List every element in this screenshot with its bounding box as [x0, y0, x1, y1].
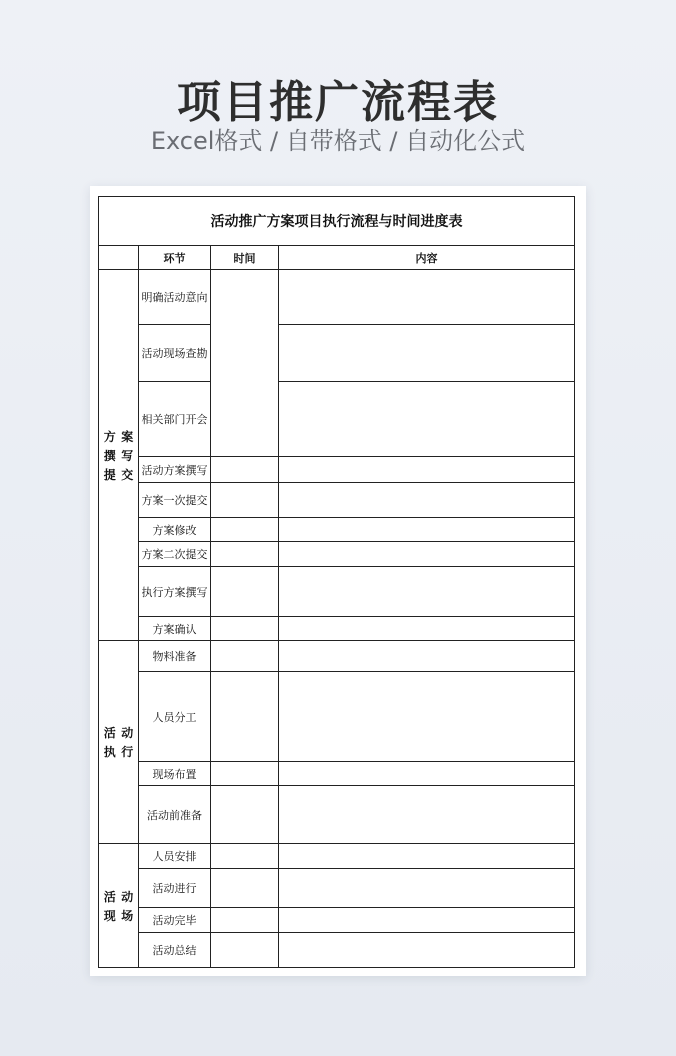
- step-cell: 执行方案撰写: [139, 567, 211, 617]
- content-cell: [279, 382, 575, 457]
- step-cell: 方案二次提交: [139, 542, 211, 567]
- content-cell: [279, 542, 575, 567]
- step-cell: 人员安排: [139, 844, 211, 869]
- time-cell: [211, 786, 279, 844]
- content-cell: [279, 762, 575, 786]
- step-cell: 明确活动意向: [139, 270, 211, 325]
- time-cell: [211, 617, 279, 641]
- content-cell: [279, 933, 575, 968]
- time-cell: [211, 844, 279, 869]
- phase-cell-onsite: 活 动 现 场: [99, 844, 139, 968]
- content-cell: [279, 641, 575, 672]
- step-cell: 人员分工: [139, 672, 211, 762]
- schedule-table: [98, 196, 575, 968]
- table-title: 活动推广方案项目执行流程与时间进度表: [99, 197, 575, 246]
- time-cell: [211, 641, 279, 672]
- page-subtitle: Excel格式 / 自带格式 / 自动化公式: [150, 127, 526, 155]
- step-cell: 现场布置: [139, 762, 211, 786]
- content-cell: [279, 457, 575, 483]
- content-cell: [279, 617, 575, 641]
- step-cell: 方案修改: [139, 518, 211, 542]
- time-cell: [211, 672, 279, 762]
- step-cell: 方案一次提交: [139, 483, 211, 518]
- phase-cell-execution: 活 动 执 行: [99, 641, 139, 844]
- time-cell: [211, 869, 279, 908]
- step-cell: 活动现场查勘: [139, 325, 211, 382]
- spreadsheet-preview: [90, 186, 586, 976]
- time-cell: [211, 518, 279, 542]
- time-cell: [211, 270, 279, 457]
- time-cell: [211, 483, 279, 518]
- step-cell: 活动总结: [139, 933, 211, 968]
- content-cell: [279, 908, 575, 933]
- step-cell: 活动完毕: [139, 908, 211, 933]
- header-content: 内容: [279, 246, 575, 270]
- step-cell: 相关部门开会: [139, 382, 211, 457]
- page-title: 项目推广流程表: [177, 77, 499, 128]
- time-cell: [211, 908, 279, 933]
- time-cell: [211, 762, 279, 786]
- header-time: 时间: [211, 246, 279, 270]
- content-cell: [279, 786, 575, 844]
- time-cell: [211, 542, 279, 567]
- time-cell: [211, 567, 279, 617]
- content-cell: [279, 518, 575, 542]
- phase-cell-proposal: 方 案 撰 写 提 交: [99, 270, 139, 641]
- header-step: 环节: [139, 246, 211, 270]
- content-cell: [279, 869, 575, 908]
- step-cell: 方案确认: [139, 617, 211, 641]
- time-cell: [211, 457, 279, 483]
- time-cell: [211, 933, 279, 968]
- content-cell: [279, 483, 575, 518]
- step-cell: 活动前准备: [139, 786, 211, 844]
- content-cell: [279, 270, 575, 325]
- step-cell: 活动进行: [139, 869, 211, 908]
- content-cell: [279, 844, 575, 869]
- header-phase: [99, 246, 139, 270]
- content-cell: [279, 567, 575, 617]
- step-cell: 物料准备: [139, 641, 211, 672]
- step-cell: 活动方案撰写: [139, 457, 211, 483]
- content-cell: [279, 325, 575, 382]
- content-cell: [279, 672, 575, 762]
